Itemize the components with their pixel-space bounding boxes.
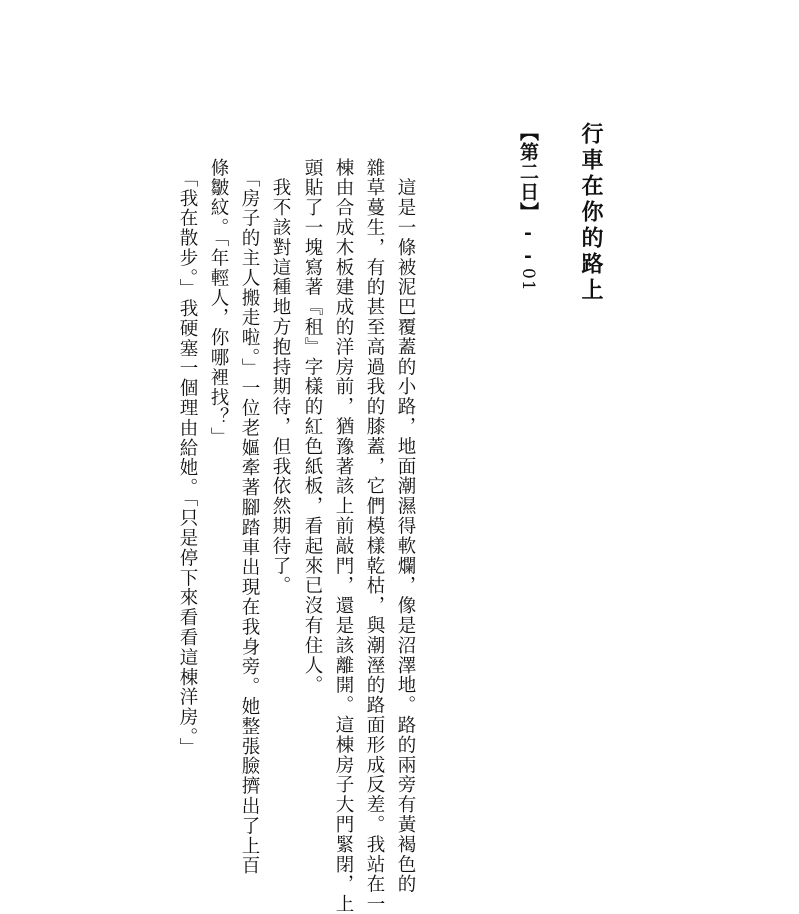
chapter-heading (515, 122, 541, 292)
body-line-2: 雜草蔓生，有的甚至高過我的膝蓋，它們模樣乾枯，與潮溼的路面形成反差。我站在一 (364, 158, 385, 914)
body-line-1: 這是一條被泥巴覆蓋的小路，地面潮濕得軟爛，像是沼澤地。路的兩旁有黃褐色的 (395, 158, 416, 895)
chapter-prefix: 【第二日】 (517, 122, 539, 222)
chapter-number: 01 (518, 268, 538, 292)
body-line-4: 頭貼了一塊寫著『租』字樣的紅色紙板，看起來已沒有住人。 (302, 158, 323, 696)
book-title: 行車在你的路上 (578, 122, 604, 304)
chapter-dash: -- (517, 222, 539, 268)
body-line-8: 「我在散步。」我硬塞一個理由給她。「只是停下來看看這棟洋房。」 (177, 158, 198, 758)
body-line-7: 條皺紋。「年輕人，你哪裡找？」 (208, 158, 229, 448)
body-line-6: 「房子的主人搬走啦。」一位老嫗牽著腳踏車出現在我身旁。她整張臉擠出了上百 (239, 158, 260, 876)
body-line-5: 我不該對這種地方抱持期待，但我依然期待了。 (270, 158, 291, 596)
body-line-3: 棟由合成木板建成的洋房前，猶豫著該上前敲門，還是該離開。這棟房子大門緊閉，上 (333, 158, 354, 914)
